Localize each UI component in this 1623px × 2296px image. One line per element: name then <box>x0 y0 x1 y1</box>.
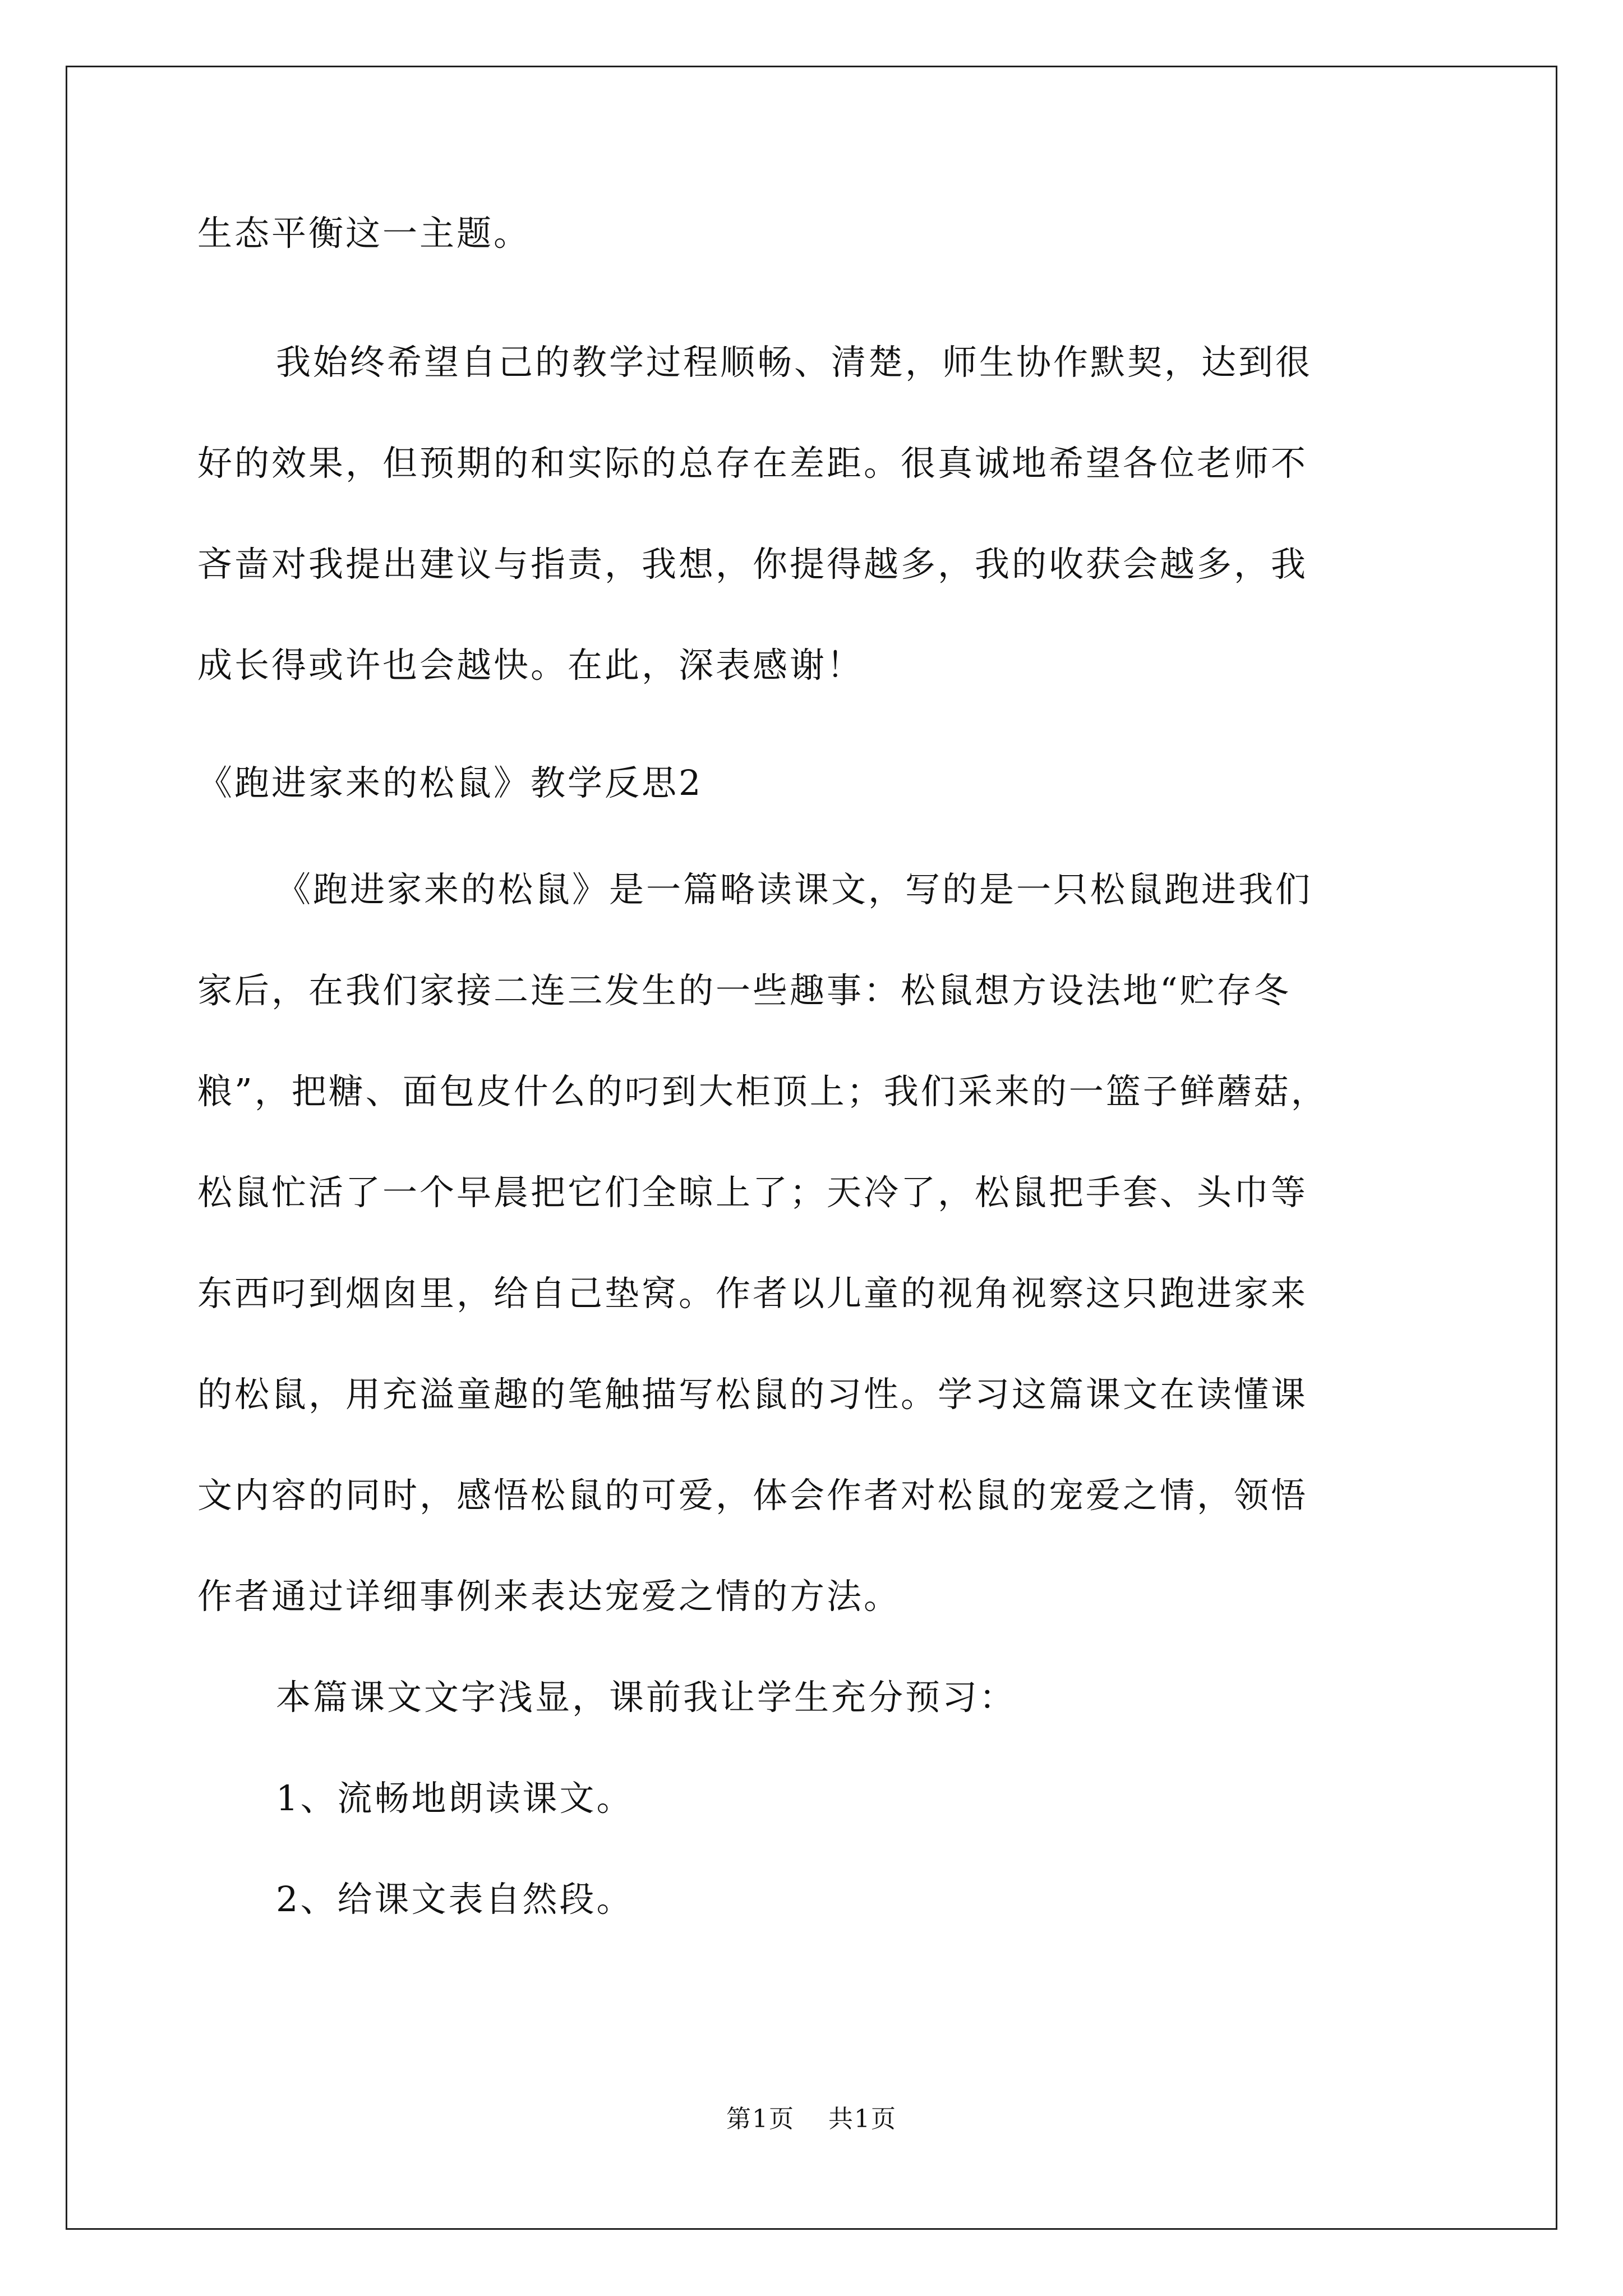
paragraph-line: 生态平衡这一主题。 <box>197 213 531 254</box>
paragraph-line: 文内容的同时，感悟松鼠的可爱，体会作者对松鼠的宠爱之情，领悟 <box>197 1475 1308 1516</box>
page-total: 共1页 <box>828 2105 897 2133</box>
paragraph-line: 粮”，把糖、面包皮什么的叼到大柜顶上；我们采来的一篮子鲜蘑菇， <box>197 1071 1328 1112</box>
paragraph-line: 吝啬对我提出建议与指责，我想，你提得越多，我的收获会越多，我 <box>197 544 1308 585</box>
page-footer <box>0 2102 1623 2136</box>
list-item: 1、流畅地朗读课文。 <box>276 1778 634 1819</box>
paragraph-line: 的松鼠，用充溢童趣的笔触描写松鼠的习性。学习这篇课文在读懂课 <box>197 1374 1308 1415</box>
paragraph-line: 东西叼到烟囱里，给自己垫窝。作者以儿童的视角视察这只跑进家来 <box>197 1273 1308 1314</box>
paragraph-line: 作者通过详细事例来表达宠爱之情的方法。 <box>197 1576 901 1617</box>
paragraph-line: 本篇课文文字浅显，课前我让学生充分预习： <box>276 1677 1017 1718</box>
section-heading: 《跑进家来的松鼠》教学反思2 <box>197 762 703 803</box>
paragraph-line: 成长得或许也会越快。在此，深表感谢！ <box>197 645 864 685</box>
list-item: 2、给课文表自然段。 <box>276 1879 634 1920</box>
paragraph-line: 松鼠忙活了一个早晨把它们全晾上了；天冷了，松鼠把手套、头巾等 <box>197 1172 1308 1213</box>
paragraph-line: 《跑进家来的松鼠》是一篇略读课文，写的是一只松鼠跑进我们 <box>276 869 1313 910</box>
paragraph-line: 我始终希望自己的教学过程顺畅、清楚，师生协作默契，达到很 <box>276 342 1313 383</box>
paragraph-line: 家后，在我们家接二连三发生的一些趣事：松鼠想方设法地“贮存冬 <box>197 970 1291 1011</box>
paragraph-line: 好的效果，但预期的和实际的总存在差距。很真诚地希望各位老师不 <box>197 443 1308 484</box>
page-number: 第1页 <box>726 2105 795 2133</box>
